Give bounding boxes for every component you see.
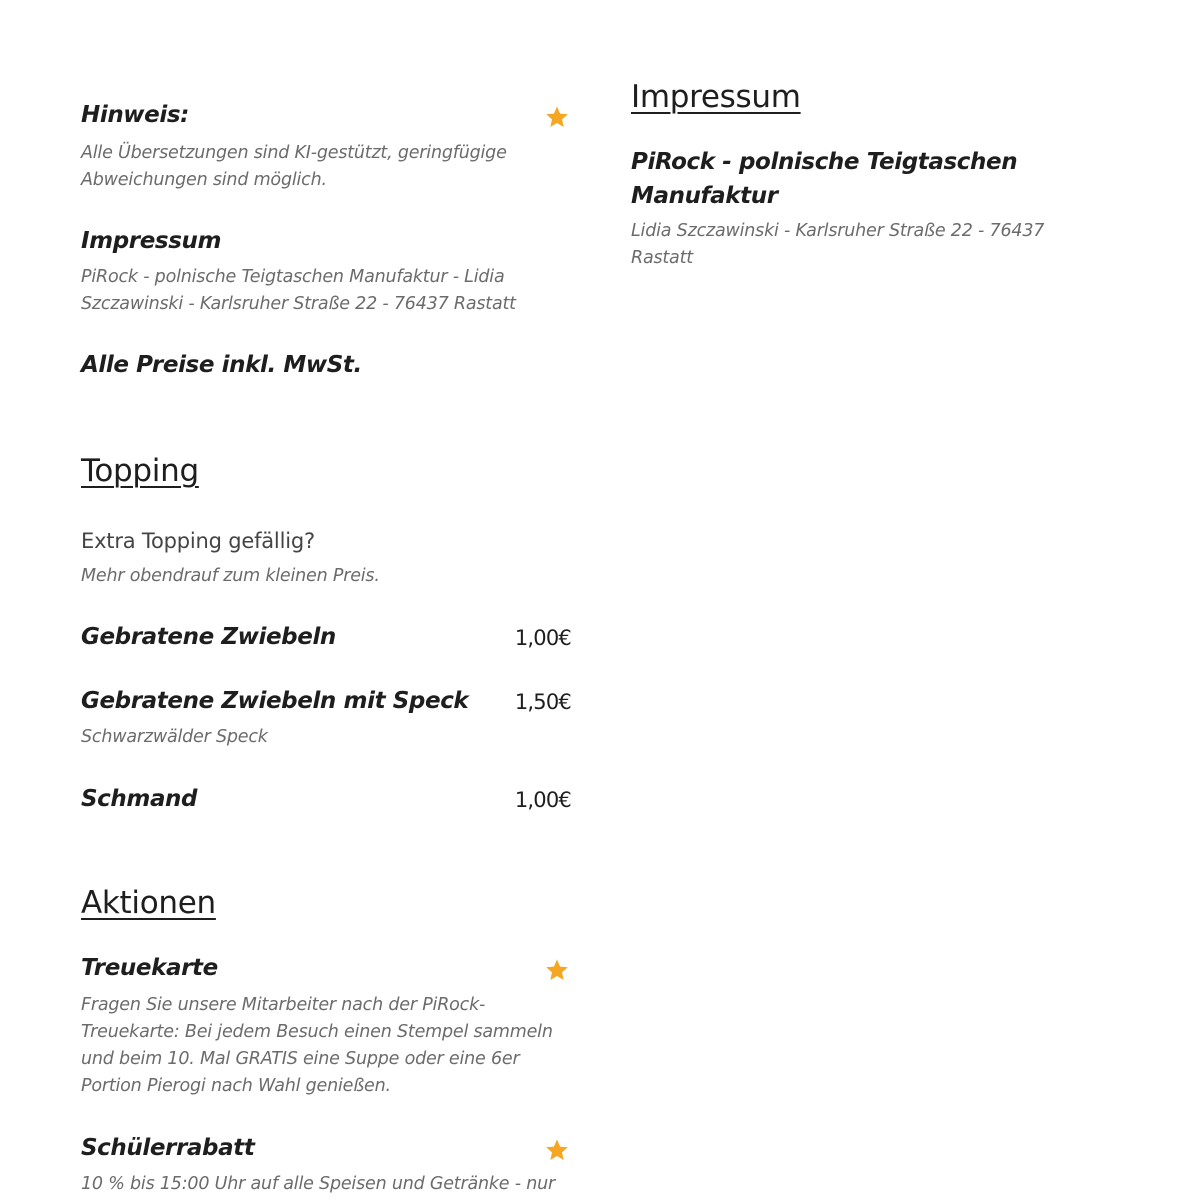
- company-name: PiRock - polnische Teigtaschen Manufaktur: [631, 149, 1018, 209]
- topping-subtitle: Extra Topping gefällig?: [81, 529, 315, 553]
- item-name: Gebratene Zwiebeln mit Speck: [81, 688, 469, 714]
- item-name: Gebratene Zwiebeln: [81, 624, 336, 650]
- prices-note: Alle Preise inkl. MwSt.: [81, 352, 362, 378]
- topping-heading: Topping: [81, 453, 199, 489]
- star-icon: [545, 105, 569, 129]
- notice-text: Alle Übersetzungen sind KI-gestützt, geringfügige Abweichungen sind möglich.: [81, 143, 507, 190]
- action-desc: Fragen Sie unsere Mitarbeiter nach der PiRock-Treuekarte: Bei jedem Besuch einen Stempel sammeln und beim 10. Mal GRATIS eine Suppe oder eine 6er Portion Pierogi nach Wahl genießen.: [81, 995, 553, 1096]
- item-price: 1,50€: [514, 690, 571, 714]
- company-address: Lidia Szczawinski - Karlsruher Straße 22 - 76437 Rastatt: [631, 221, 1045, 268]
- star-icon: [545, 1138, 569, 1162]
- item-name: Schmand: [81, 786, 198, 812]
- imprint-text: PiRock - polnische Teigtaschen Manufaktur - Lidia Szczawinski - Karlsruher Straße 22 - 76437 Rastatt: [81, 267, 516, 314]
- right-column: [631, 0, 1111, 400]
- imprint-title: Impressum: [81, 228, 222, 254]
- action-desc: 10 % bis 15:00 Uhr auf alle Speisen und Getränke - nur: [81, 1174, 555, 1194]
- action-name: Schülerrabatt: [81, 1135, 255, 1161]
- notice-title: Hinweis:: [81, 102, 189, 128]
- item-desc: Schwarzwälder Speck: [81, 727, 268, 747]
- item-price: 1,00€: [514, 626, 571, 650]
- actions-heading: Aktionen: [81, 885, 216, 921]
- star-icon: [545, 958, 569, 982]
- imprint-heading: Impressum: [631, 79, 801, 115]
- action-name: Treuekarte: [81, 955, 218, 981]
- left-column: [81, 0, 571, 1200]
- topping-subtitle-desc: Mehr obendrauf zum kleinen Preis.: [81, 566, 380, 586]
- item-price: 1,00€: [514, 788, 571, 812]
